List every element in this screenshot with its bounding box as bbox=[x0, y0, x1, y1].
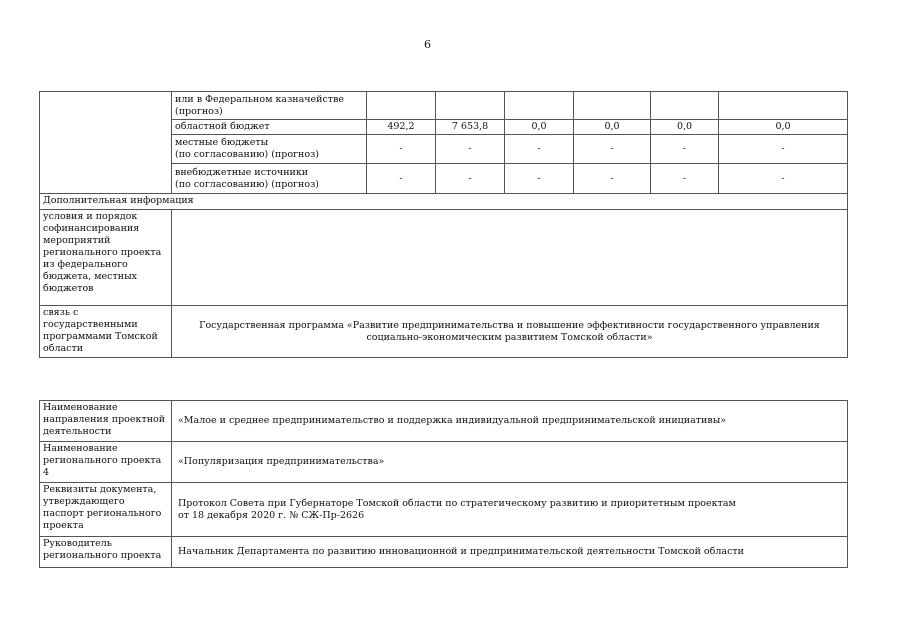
value-cell bbox=[367, 92, 436, 120]
table-row bbox=[40, 210, 848, 306]
row-value bbox=[172, 483, 848, 537]
value-cell: 0,0 bbox=[574, 120, 651, 135]
table-row bbox=[40, 537, 848, 568]
project-table bbox=[39, 400, 848, 568]
value-cell bbox=[651, 92, 719, 120]
value-cell: - bbox=[505, 135, 574, 164]
table-row bbox=[40, 442, 848, 483]
value-cell: - bbox=[719, 135, 848, 164]
value-line: «Малое и среднее предпринимательство и поддержка индивидуальной предпринимательской инициативы» bbox=[178, 415, 727, 426]
value-cell bbox=[505, 92, 574, 120]
value-cell bbox=[719, 92, 848, 120]
blank-cell bbox=[40, 120, 172, 135]
table-row bbox=[40, 135, 848, 164]
table-row bbox=[40, 194, 848, 210]
value-cell bbox=[574, 92, 651, 120]
value-cell: - bbox=[367, 164, 436, 194]
blank-cell bbox=[40, 164, 172, 194]
state-programs-line: социально-экономическим развитием Томской области» bbox=[366, 331, 653, 343]
source-label: или в Федеральном казначействе (прогноз) bbox=[172, 92, 367, 120]
value-cell: - bbox=[574, 164, 651, 194]
page-number: 6 bbox=[424, 38, 431, 51]
value-line: Протокол Совета при Губернаторе Томской области по стратегическому развитию и приоритетным проектам bbox=[178, 497, 736, 509]
value-line: от 18 декабря 2020 г. № СЖ-Пр-2626 bbox=[178, 509, 365, 521]
value-cell: - bbox=[367, 135, 436, 164]
value-cell: 492,2 bbox=[367, 120, 436, 135]
value-cell: 0,0 bbox=[719, 120, 848, 135]
row-label: Наименование регионального проекта 4 bbox=[40, 442, 172, 483]
table-row bbox=[40, 120, 848, 135]
value-cell: - bbox=[651, 135, 719, 164]
state-programs-value bbox=[172, 306, 848, 358]
state-programs-label: связь с государственными программами Томской области bbox=[40, 306, 172, 358]
value-line: «Популяризация предпринимательства» bbox=[178, 456, 385, 467]
value-cell: - bbox=[651, 164, 719, 194]
table-row bbox=[40, 92, 848, 120]
row-value bbox=[172, 442, 848, 483]
row-label: Реквизиты документа, утверждающего паспорт регионального проекта bbox=[40, 483, 172, 537]
row-value bbox=[172, 537, 848, 568]
cofinancing-value bbox=[172, 210, 848, 306]
value-cell: - bbox=[436, 135, 505, 164]
additional-info-header: Дополнительная информация bbox=[40, 194, 848, 210]
value-cell: - bbox=[574, 135, 651, 164]
table-row bbox=[40, 306, 848, 358]
value-cell: - bbox=[505, 164, 574, 194]
blank-cell bbox=[40, 135, 172, 164]
value-cell: - bbox=[436, 164, 505, 194]
source-label: местные бюджеты (по согласованию) (прогноз) bbox=[172, 135, 367, 164]
table-row bbox=[40, 164, 848, 194]
value-cell bbox=[436, 92, 505, 120]
table-row bbox=[40, 483, 848, 537]
state-programs-line: Государственная программа «Развитие предпринимательства и повышение эффективности государственного управления bbox=[199, 319, 820, 331]
row-label: Наименование направления проектной деятельности bbox=[40, 401, 172, 442]
value-cell: 0,0 bbox=[505, 120, 574, 135]
blank-cell bbox=[40, 92, 172, 120]
value-line: Начальник Департамента по развитию инновационной и предпринимательской деятельности Томской области bbox=[178, 546, 744, 557]
cofinancing-label: условия и порядок софинансирования мероприятий регионального проекта из федерального бюджета, местных бюджетов bbox=[40, 210, 172, 306]
source-label: внебюджетные источники (по согласованию) (прогноз) bbox=[172, 164, 367, 194]
row-value bbox=[172, 401, 848, 442]
value-cell: 7 653,8 bbox=[436, 120, 505, 135]
row-label: Руководитель регионального проекта bbox=[40, 537, 172, 568]
value-cell: - bbox=[719, 164, 848, 194]
finance-table bbox=[39, 91, 848, 358]
source-label: областной бюджет bbox=[172, 120, 367, 135]
table-row bbox=[40, 401, 848, 442]
value-cell: 0,0 bbox=[651, 120, 719, 135]
